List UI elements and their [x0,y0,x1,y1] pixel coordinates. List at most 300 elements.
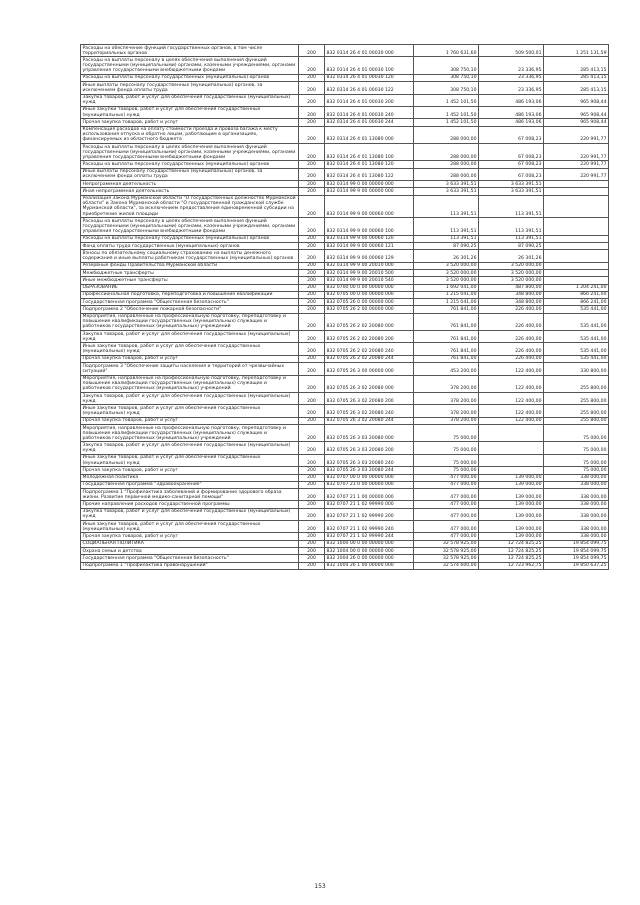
row-code-cell: 200 [299,331,325,343]
row-code-cell: 200 [299,82,325,94]
row-kbk-cell: 832 0707 21 0 00 00000 000 [325,481,414,488]
row-executed-cell: 113 391,51 [479,218,544,235]
row-code-cell: 200 [299,235,325,242]
row-kbk-cell: 832 1004 00 0 00 00000 000 [325,548,414,555]
row-code-cell: 200 [299,467,325,474]
row-approved-cell: 378 200,00 [414,375,479,392]
row-name-cell: Расходы на выплаты персоналу государственных (муниципальных) органов [81,74,299,81]
row-code-cell: 200 [299,106,325,118]
row-approved-cell: 453 200,00 [414,363,479,375]
row-executed-cell: 67 008,23 [479,161,544,168]
row-approved-cell: 87 090,25 [414,243,479,250]
row-code-cell: 200 [299,181,325,188]
table-row [81,168,609,180]
row-name-cell: Прочая закупка товаров, работ и услуг [81,533,299,540]
row-unexecuted-cell: 866 241,00 [544,291,609,298]
row-unexecuted-cell: 75 000,00 [544,454,609,466]
row-executed-cell: 23 336,95 [479,57,544,74]
row-kbk-cell: 832 0314 99 9 00 00060 000 [325,195,414,218]
row-name-cell: Прочая закупка товаров, работ и услуг [81,355,299,362]
row-name-cell: Расходы на выплаты персоналу в целях обеспечения выполнения функций государственными (муниципальными) органами, казенными учреждениями, органами управления государственными внебюджетными фондами [81,144,299,161]
row-code-cell: 200 [299,533,325,540]
row-unexecuted-cell: 285 413,15 [544,74,609,81]
row-executed-cell [479,454,544,466]
row-unexecuted-cell [544,181,609,188]
row-code-cell: 200 [299,250,325,262]
row-name-cell: Подпрограмма 3 "Обеспечение защиты населения и территорий от чрезвычайных ситуаций" [81,363,299,375]
row-approved-cell: 1 215 041,00 [414,299,479,306]
row-name-cell: Иные выплаты персоналу государственных (муниципальных) органов, за исключением фонда оплаты труда [81,82,299,94]
row-approved-cell: 75 000,00 [414,425,479,442]
row-unexecuted-cell [544,277,609,284]
row-kbk-cell: 832 0314 26 4 01 00030 100 [325,57,414,74]
table-row [81,299,609,306]
row-kbk-cell: 832 0705 26 3 02 20080 244 [325,417,414,424]
row-code-cell: 200 [299,392,325,404]
row-approved-cell: 308 750,10 [414,57,479,74]
row-kbk-cell: 832 0705 26 3 03 20080 244 [325,467,414,474]
row-kbk-cell: 832 0314 26 4 01 00030 120 [325,74,414,81]
row-unexecuted-cell: 220 991,77 [544,161,609,168]
row-name-cell: Государственная программа "Общественная безопасность" [81,299,299,306]
row-unexecuted-cell: 220 991,77 [544,126,609,143]
row-name-cell: Молодежная политика [81,474,299,481]
row-unexecuted-cell: 19 850 637,25 [544,562,609,569]
table-row [81,331,609,343]
row-code-cell: 200 [299,521,325,533]
row-unexecuted-cell [544,195,609,218]
row-kbk-cell: 832 0707 00 0 00 00000 000 [325,474,414,481]
row-name-cell: Непрограммная деятельность [81,181,299,188]
row-executed-cell: 12 724 825,25 [479,555,544,562]
row-kbk-cell: 832 1004 26 1 00 00000 000 [325,562,414,569]
row-code-cell: 200 [299,188,325,195]
row-unexecuted-cell [544,188,609,195]
table-row [81,355,609,362]
row-code-cell: 200 [299,405,325,417]
row-code-cell: 200 [299,243,325,250]
table-row [81,343,609,355]
table-row [81,269,609,276]
row-approved-cell: 1 452 101,50 [414,94,479,106]
row-approved-cell: 1 452 101,50 [414,106,479,118]
row-unexecuted-cell: 1 204 241,00 [544,284,609,291]
row-name-cell: Охрана семьи и детства [81,548,299,555]
row-unexecuted-cell: 965 908,44 [544,106,609,118]
row-kbk-cell: 832 0314 99 9 00 00000 000 [325,188,414,195]
row-unexecuted-cell [544,243,609,250]
row-name-cell: Компенсация расходов на оплату стоимости проезда и провоза багажа к месту использования отпуска и обратно лицам, работающим в организациях, финансируемых из областного бюджета [81,126,299,143]
row-code-cell: 200 [299,489,325,501]
row-name-cell: Государственная программа "Здравоохранение" [81,481,299,488]
table-row [81,291,609,298]
row-kbk-cell: 832 0707 21 1 02 99990 200 [325,508,414,520]
row-unexecuted-cell: 75 000,00 [544,442,609,454]
row-approved-cell: 477 000,00 [414,521,479,533]
table-row [81,126,609,143]
row-executed-cell: 486 193,06 [479,106,544,118]
row-executed-cell: 139 000,00 [479,521,544,533]
row-unexecuted-cell: 330 800,00 [544,363,609,375]
table-row [81,454,609,466]
row-unexecuted-cell: 1 251 131,59 [544,45,609,57]
row-name-cell: Иные закупки товаров, работ и услуг для обеспечения государственных (муниципальных) нужд [81,106,299,118]
row-unexecuted-cell: 19 854 099,75 [544,555,609,562]
row-code-cell: 200 [299,454,325,466]
row-unexecuted-cell: 19 854 099,75 [544,540,609,547]
row-name-cell: Иные закупки товаров, работ и услуг для обеспечения государственных (муниципальных) нужд [81,405,299,417]
row-kbk-cell: 832 0314 26 4 01 13080 100 [325,144,414,161]
row-approved-cell: 477 000,00 [414,489,479,501]
row-approved-cell: 3 633 391,51 [414,188,479,195]
row-code-cell: 200 [299,548,325,555]
table-row [81,119,609,126]
row-name-cell: Прочие направления расходов государственной программы [81,501,299,508]
row-kbk-cell: 832 0314 99 9 00 00060 120 [325,235,414,242]
row-approved-cell: 113 391,51 [414,235,479,242]
row-executed-cell: 139 000,00 [479,489,544,501]
row-kbk-cell: 832 0314 99 9 00 00060 121 [325,243,414,250]
row-executed-cell: 226 400,00 [479,355,544,362]
table-row [81,243,609,250]
row-name-cell: Профессиональная подготовка, переподготовка и повышение квалификации [81,291,299,298]
table-row [81,533,609,540]
row-approved-cell: 308 750,10 [414,74,479,81]
row-approved-cell: 477 000,00 [414,474,479,481]
row-approved-cell: 761 841,00 [414,355,479,362]
row-code-cell: 200 [299,313,325,330]
row-unexecuted-cell: 75 000,00 [544,425,609,442]
row-code-cell: 200 [299,375,325,392]
table-row [81,161,609,168]
row-kbk-cell: 832 0705 26 3 03 20080 000 [325,425,414,442]
row-kbk-cell: 832 0314 26 4 01 00030 000 [325,45,414,57]
row-name-cell: Расходы на выплаты персоналу в целях обеспечения выполнения функций государственными (муниципальными) органами, казенными учреждениями, органами управления государственными внебюджетными фондами [81,57,299,74]
row-kbk-cell: 832 0314 26 4 01 13080 120 [325,161,414,168]
row-executed-cell: 3 520 000,00 [479,269,544,276]
row-kbk-cell: 832 0700 00 0 00 00000 000 [325,284,414,291]
row-executed-cell: 348 800,00 [479,299,544,306]
row-executed-cell: 122 400,00 [479,405,544,417]
row-kbk-cell: 832 0705 26 3 02 20080 240 [325,405,414,417]
row-executed-cell: 486 193,06 [479,119,544,126]
row-executed-cell: 67 008,23 [479,144,544,161]
table-row [81,501,609,508]
row-name-cell: Иные межбюджетные трансферты [81,277,299,284]
row-name-cell: Прочая закупка товаров, работ и услуг [81,467,299,474]
row-name-cell: Прочая закупка товаров, работ и услуг [81,119,299,126]
row-executed-cell: 3 520 000,00 [479,262,544,269]
row-executed-cell [479,467,544,474]
row-unexecuted-cell: 338 000,00 [544,481,609,488]
row-approved-cell: 3 520 000,00 [414,262,479,269]
row-unexecuted-cell: 338 000,00 [544,474,609,481]
row-approved-cell: 32 578 925,00 [414,548,479,555]
row-executed-cell [479,442,544,454]
table-row [81,94,609,106]
row-code-cell: 200 [299,161,325,168]
row-code-cell: 200 [299,540,325,547]
table-row [81,392,609,404]
row-executed-cell: 348 800,00 [479,291,544,298]
table-row [81,548,609,555]
row-kbk-cell: 832 0705 26 2 02 20080 200 [325,331,414,343]
row-unexecuted-cell [544,235,609,242]
table-row [81,235,609,242]
row-executed-cell: 226 400,00 [479,306,544,313]
row-unexecuted-cell: 338 000,00 [544,508,609,520]
row-kbk-cell: 832 0707 21 1 00 00000 000 [325,489,414,501]
row-executed-cell: 139 000,00 [479,474,544,481]
table-row [81,284,609,291]
table-body [81,45,609,570]
table-row [81,489,609,501]
row-unexecuted-cell: 338 000,00 [544,501,609,508]
row-name-cell: Мероприятия, направленные на профессиональную подготовку, переподготовку и повышение квалификации государственных (муниципальных) служащих и работников государственных (муниципальных) учреждений [81,313,299,330]
row-unexecuted-cell [544,250,609,262]
row-code-cell: 200 [299,417,325,424]
row-executed-cell: 139 000,00 [479,533,544,540]
row-unexecuted-cell: 535 441,00 [544,343,609,355]
row-code-cell: 200 [299,74,325,81]
row-kbk-cell: 832 0705 26 2 00 00000 000 [325,306,414,313]
row-code-cell: 200 [299,363,325,375]
row-approved-cell: 761 841,00 [414,331,479,343]
row-unexecuted-cell: 965 908,44 [544,119,609,126]
row-executed-cell: 3 633 391,51 [479,188,544,195]
row-executed-cell: 12 724 825,25 [479,548,544,555]
row-approved-cell: 75 000,00 [414,442,479,454]
row-unexecuted-cell: 535 441,00 [544,355,609,362]
row-approved-cell: 378 200,00 [414,392,479,404]
row-kbk-cell: 832 0705 26 3 02 20080 200 [325,392,414,404]
row-name-cell: Иные выплаты персоналу государственных (муниципальных) органов, за исключением фонда оплаты труда [81,168,299,180]
table-row [81,481,609,488]
row-code-cell: 200 [299,555,325,562]
table-row [81,45,609,57]
row-code-cell: 200 [299,474,325,481]
row-name-cell: Резервные фонды Правительства Мурманской области [81,262,299,269]
row-unexecuted-cell: 255 800,00 [544,375,609,392]
row-unexecuted-cell: 535 441,00 [544,331,609,343]
row-kbk-cell: 832 0705 00 0 00 00000 000 [325,291,414,298]
row-unexecuted-cell: 338 000,00 [544,521,609,533]
row-kbk-cell: 832 0314 26 4 01 00030 200 [325,94,414,106]
row-executed-cell: 67 008,23 [479,168,544,180]
row-code-cell: 200 [299,218,325,235]
row-name-cell: Иные закупки товаров, работ и услуг для обеспечения государственных (муниципальных) нужд [81,454,299,466]
row-approved-cell: 378 200,00 [414,417,479,424]
row-code-cell: 200 [299,119,325,126]
row-kbk-cell: 832 0705 26 3 03 20080 240 [325,454,414,466]
row-unexecuted-cell: 285 413,15 [544,57,609,74]
row-kbk-cell: 832 0705 26 3 03 20080 200 [325,442,414,454]
row-kbk-cell: 832 0314 99 9 00 00060 100 [325,218,414,235]
row-unexecuted-cell [544,262,609,269]
row-code-cell: 200 [299,126,325,143]
row-name-cell: СОЦИАЛЬНАЯ ПОЛИТИКА [81,540,299,547]
row-kbk-cell: 832 0314 26 4 01 00030 244 [325,119,414,126]
row-approved-cell: 477 000,00 [414,533,479,540]
table-row [81,555,609,562]
row-kbk-cell: 832 1000 00 0 00 00000 000 [325,540,414,547]
row-executed-cell: 139 000,00 [479,508,544,520]
row-approved-cell: 761 841,00 [414,306,479,313]
row-unexecuted-cell: 255 800,00 [544,392,609,404]
row-executed-cell [479,425,544,442]
table-row [81,562,609,569]
row-approved-cell: 1 692 041,00 [414,284,479,291]
table-row [81,425,609,442]
row-executed-cell: 122 400,00 [479,417,544,424]
row-code-cell: 200 [299,262,325,269]
row-approved-cell: 113 391,51 [414,218,479,235]
row-approved-cell: 288 000,00 [414,144,479,161]
table-row [81,74,609,81]
row-approved-cell: 75 000,00 [414,467,479,474]
row-name-cell: Расходы на выплаты персоналу в целях обеспечения выполнения функций государственными (муниципальными) органами, казенными учреждениями, органами управления государственными внебюджетными фондами [81,218,299,235]
table-row [81,363,609,375]
row-kbk-cell: 832 0707 21 1 02 99990 240 [325,521,414,533]
row-kbk-cell: 832 0314 99 9 00 00060 129 [325,250,414,262]
row-executed-cell: 487 800,00 [479,284,544,291]
row-code-cell: 200 [299,562,325,569]
row-unexecuted-cell: 255 800,00 [544,405,609,417]
row-code-cell: 200 [299,501,325,508]
table-row [81,508,609,520]
row-approved-cell: 477 000,00 [414,481,479,488]
row-unexecuted-cell: 338 000,00 [544,533,609,540]
report-table-container [80,44,607,570]
table-row [81,250,609,262]
row-executed-cell: 122 400,00 [479,375,544,392]
table-row [81,181,609,188]
row-kbk-cell: 832 0705 26 3 02 20080 000 [325,375,414,392]
row-unexecuted-cell: 19 854 099,75 [544,548,609,555]
row-name-cell: Подпрограмма 1 "Профилактика заболеваний и формирование здорового образа жизни. Развитие первичной медико-санитарной помощи" [81,489,299,501]
row-unexecuted-cell [544,269,609,276]
table-row [81,417,609,424]
row-name-cell: Иные закупки товаров, работ и услуг для обеспечения государственных (муниципальных) нужд [81,343,299,355]
row-code-cell: 200 [299,284,325,291]
row-unexecuted-cell: 965 908,44 [544,94,609,106]
row-approved-cell: 477 000,00 [414,501,479,508]
row-kbk-cell: 832 0707 21 1 02 99990 244 [325,533,414,540]
table-row [81,306,609,313]
row-executed-cell: 87 090,25 [479,243,544,250]
row-name-cell: Государственная программа "Общественная безопасность" [81,555,299,562]
table-row [81,262,609,269]
row-executed-cell: 226 400,00 [479,343,544,355]
row-name-cell: Расходы на выплаты персоналу государственных (муниципальных) органов [81,235,299,242]
row-code-cell: 200 [299,355,325,362]
row-name-cell: Закупка товаров, работ и услуг для обеспечения государственных (муниципальных) нужд [81,94,299,106]
row-code-cell: 200 [299,45,325,57]
row-unexecuted-cell: 220 991,77 [544,168,609,180]
row-name-cell: Иная непрограммная деятельность [81,188,299,195]
table-row [81,144,609,161]
table-row [81,218,609,235]
row-unexecuted-cell: 75 000,00 [544,467,609,474]
row-code-cell: 200 [299,269,325,276]
row-executed-cell: 139 000,00 [479,481,544,488]
row-name-cell: Взносы по обязательному социальному страхованию на выплаты денежного содержания и иные выплаты работникам государственных (муниципальных) органов [81,250,299,262]
table-row [81,375,609,392]
row-code-cell: 200 [299,306,325,313]
row-name-cell: Иные закупки товаров, работ и услуг для обеспечения государственных (муниципальных) нужд [81,521,299,533]
row-unexecuted-cell: 866 241,00 [544,299,609,306]
table-row [81,82,609,94]
row-code-cell: 200 [299,425,325,442]
row-executed-cell: 139 000,00 [479,501,544,508]
row-kbk-cell: 832 0314 26 4 01 00030 240 [325,106,414,118]
table-row [81,188,609,195]
row-approved-cell: 308 750,10 [414,82,479,94]
row-code-cell: 200 [299,508,325,520]
row-kbk-cell: 832 0705 26 0 00 00000 000 [325,299,414,306]
row-kbk-cell: 832 0314 26 4 01 00030 122 [325,82,414,94]
row-name-cell: Закупка товаров, работ и услуг для обеспечения государственных (муниципальных) нужд [81,331,299,343]
row-kbk-cell: 832 1004 26 0 00 00000 000 [325,555,414,562]
row-kbk-cell: 832 0314 26 4 01 13080 122 [325,168,414,180]
table-row [81,313,609,330]
row-approved-cell: 26 301,26 [414,250,479,262]
row-code-cell: 200 [299,299,325,306]
row-approved-cell: 761 841,00 [414,343,479,355]
row-code-cell: 200 [299,291,325,298]
row-approved-cell: 288 000,00 [414,161,479,168]
row-name-cell: Подпрограмма 2 "Обеспечение пожарной безопасности" [81,306,299,313]
row-name-cell: Прочая закупка товаров, работ и услуг [81,417,299,424]
row-code-cell: 200 [299,481,325,488]
row-kbk-cell: 832 0705 26 2 02 20080 244 [325,355,414,362]
row-unexecuted-cell: 255 800,00 [544,417,609,424]
row-executed-cell: 3 633 391,51 [479,181,544,188]
row-name-cell: Мероприятия, направленные на профессиональную подготовку, переподготовку и повышение квалификации государственных (муниципальных) служащих и работников государственных (муниципальных) учреждений [81,375,299,392]
row-kbk-cell: 832 0314 99 9 00 20010 500 [325,269,414,276]
row-executed-cell: 23 336,95 [479,82,544,94]
table-row [81,467,609,474]
row-name-cell: Закупка товаров, работ и услуг для обеспечения государственных (муниципальных) нужд [81,442,299,454]
row-approved-cell: 1 215 041,00 [414,291,479,298]
row-executed-cell: 486 193,06 [479,94,544,106]
row-unexecuted-cell: 285 413,15 [544,82,609,94]
row-unexecuted-cell: 535 441,00 [544,306,609,313]
row-name-cell: Реализация Закона Мурманской области "О государственных должностях Мурманской области" и Закона Мурманской области "О государственной гражданской службе Мурманской области", за исключением предоставления единовременной субсидии на приобретение жилой площади [81,195,299,218]
row-approved-cell: 477 000,00 [414,508,479,520]
row-unexecuted-cell: 220 991,77 [544,144,609,161]
table-row [81,442,609,454]
row-code-cell: 200 [299,168,325,180]
row-approved-cell: 32 578 925,00 [414,540,479,547]
row-name-cell: Расходы на обеспечение функций государственных органов, в том числе территориальных органов [81,45,299,57]
row-name-cell: ОБРАЗОВАНИЕ [81,284,299,291]
row-approved-cell: 3 520 000,00 [414,269,479,276]
row-approved-cell: 1 760 631,60 [414,45,479,57]
row-name-cell: Подпрограмма 1 "Профилактика правонарушений" [81,562,299,569]
page-number: 153 [314,883,326,890]
budget-execution-table [80,44,609,570]
row-executed-cell: 26 301,26 [479,250,544,262]
row-kbk-cell: 832 0314 99 9 00 20010 000 [325,262,414,269]
row-executed-cell: 226 400,00 [479,331,544,343]
row-code-cell: 200 [299,442,325,454]
row-executed-cell: 226 400,00 [479,313,544,330]
row-kbk-cell: 832 0705 26 2 02 20080 240 [325,343,414,355]
row-name-cell: Расходы на выплаты персоналу государственных (муниципальных) органов [81,161,299,168]
row-executed-cell: 509 500,01 [479,45,544,57]
row-code-cell: 200 [299,57,325,74]
